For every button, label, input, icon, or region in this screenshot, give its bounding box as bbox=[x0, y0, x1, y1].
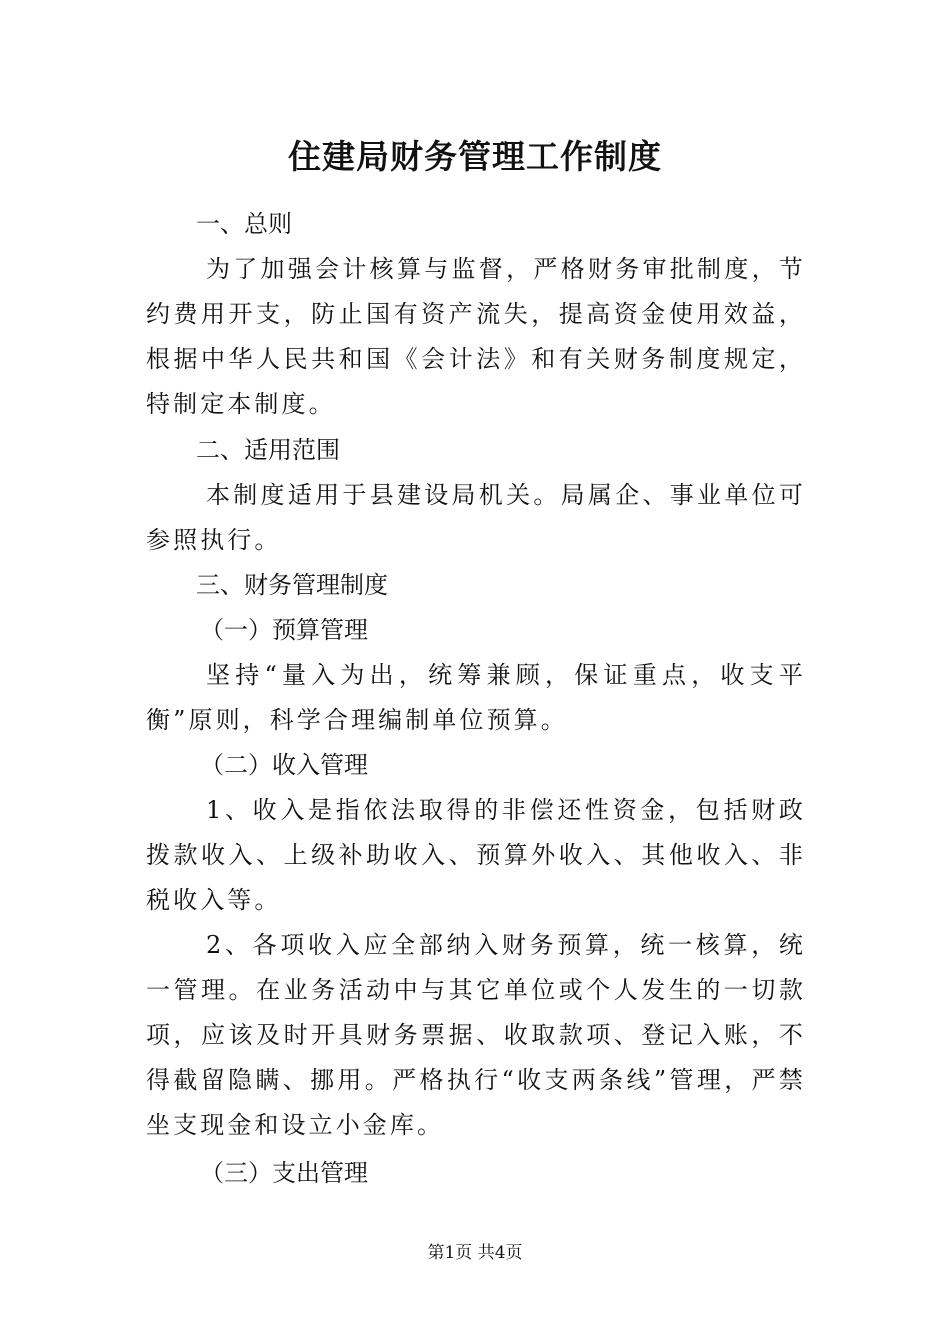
section-heading-finance-system: 三、财务管理制度 bbox=[196, 571, 388, 599]
section-heading-general: 一、总则 bbox=[196, 210, 292, 238]
paragraph-scope: 本制度适用于县建设局机关。局属企、事业单位可参照执行。 bbox=[146, 481, 806, 554]
subsection-heading-budget: （一）预算管理 bbox=[200, 616, 368, 644]
paragraph-general: 为了加强会计核算与监督，严格财务审批制度，节约费用开支，防止国有资产流失，提高资金使用效益，根据中华人民共和国《会计法》和有关财务制度规定，特制定本制度。 bbox=[146, 255, 806, 418]
paragraph-budget: 坚持“量入为出，统筹兼顾，保证重点，收支平衡”原则，科学合理编制单位预算。 bbox=[146, 661, 806, 734]
paragraph-income-1: 1、收入是指依法取得的非偿还性资金，包括财政拨款收入、上级补助收入、预算外收入、其他收入、非税收入等。 bbox=[146, 796, 806, 914]
subsection-heading-income: （二）收入管理 bbox=[200, 751, 368, 779]
page-number-footer: 第1页 共4页 bbox=[427, 1243, 523, 1263]
paragraph-income-2: 2、各项收入应全部纳入财务预算，统一核算，统一管理。在业务活动中与其它单位或个人发生的一切款项，应该及时开具财务票据、收取款项、登记入账，不得截留隐瞒、挪用。严格执行“收支两条线”管理，严禁坐支现金和设立小金库。 bbox=[146, 931, 806, 1139]
section-heading-scope: 二、适用范围 bbox=[196, 436, 340, 464]
document-title: 住建局财务管理工作制度 bbox=[288, 137, 662, 176]
subsection-heading-expenditure: （三）支出管理 bbox=[200, 1159, 368, 1187]
